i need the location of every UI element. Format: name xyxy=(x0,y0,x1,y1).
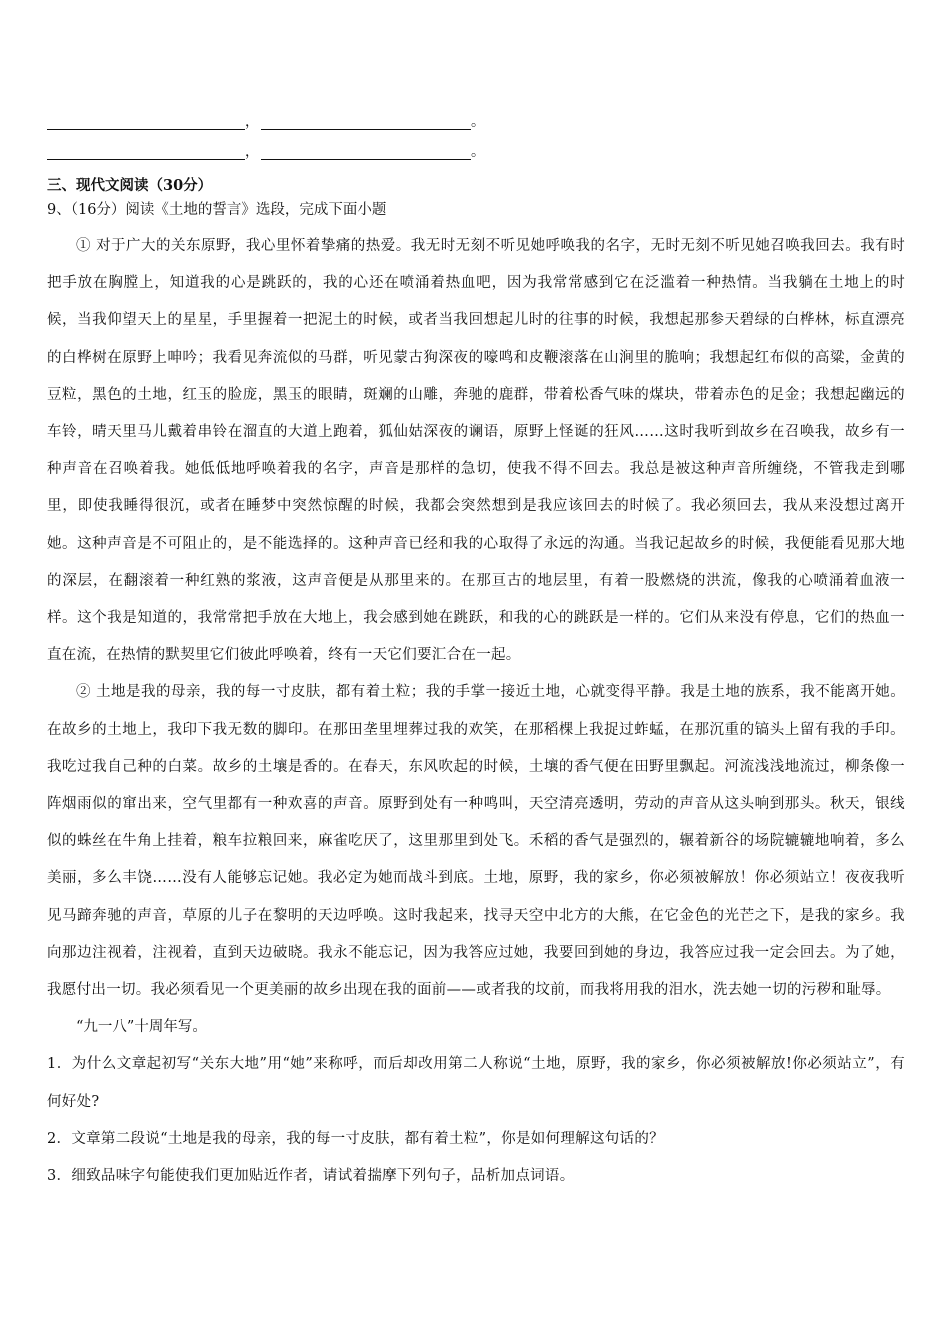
answer-blank-row-2 xyxy=(47,130,905,160)
question-heading: 9、（16分）阅读《土地的誓言》选段，完成下面小题 xyxy=(47,202,387,218)
passage-paragraph-1: ① 对于广大的关东原野，我心里怀着挚痛的热爱。我无时无刻不听见她呼唤我的名字，无时无刻不听见她召唤我回去。我有时把手放在胸膛上，知道我的心是跳跃的，我的心还在喷涌着热血吧，因为我常常感到它在泛滥着一种热情。当我躺在土地上的时候，当我仰望天上的星星，手里握着一把泥土的时候，或者当我回想起儿时的往事的时候，我想起那参天碧绿的白桦林，标直漂亮的白桦树在原野上呻吟；我看见奔流似的马群，听见蒙古狗深夜的嚎鸣和皮鞭滚落在山涧里的脆响；我想起红布似的高粱，金黄的豆粒，黑色的土地，红玉的脸庞，黑玉的眼睛，斑斓的山雕，奔驰的鹿群，带着松香气味的煤块，带着赤色的足金；我想起幽远的车铃，晴天里马儿戴着串铃在溜直的大道上跑着，狐仙姑深夜的谰语，原野上怪诞的狂风……这时我听到故乡在召唤我，故乡有一种声音在召唤着我。她低低地呼唤着我的名字，声音是那样的急切，使我不得不回去。我总是被这种声音所缠绕，不管我走到哪里，即使我睡得很沉，或者在睡梦中突然惊醒的时候，我都会突然想到是我应该回去的时候了。我必须回去，我从来没想过离开她。这种声音是不可阻止的，是不能选择的。这种声音已经和我的心取得了永远的沟通。当我记起故乡的时候，我便能看见那大地的深层，在翻滚着一种红熟的浆液，这声音便是从那里来的。在那亘古的地层里，有着一股燃烧的洪流，像我的心喷涌着血液一样。这个我是知道的，我常常把手放在大地上，我会感到她在跳跃，和我的心的跳跃是一样的。它们从来没有停息，它们的热血一直在流，在热情的默契里它们彼此呼唤着，终有一天它们要汇合在一起。 xyxy=(47,238,905,664)
answer-blank[interactable] xyxy=(47,141,245,160)
answer-blank[interactable] xyxy=(47,111,245,130)
sub-question-2: 2．文章第二段说“土地是我的母亲，我的每一寸皮肤，都有着土粒”，你是如何理解这句话的？ xyxy=(47,1130,664,1147)
period-mark: 。 xyxy=(471,144,485,160)
answer-blank-row-1 xyxy=(47,100,905,130)
sub-question-1: 1．为什么文章起初写“关东大地”用“她”来称呼，而后却改用第二人称说“土地，原野，我的家乡，你必须被解放!你必须站立”，有何好处? xyxy=(47,1056,905,1110)
passage-note: “九一八”十周年写。 xyxy=(76,1019,207,1036)
section-title: 三、现代文阅读（30分） xyxy=(47,177,213,194)
answer-blank[interactable] xyxy=(261,111,471,130)
comma-mark: ， xyxy=(245,144,259,160)
passage-paragraph-2: ② 土地是我的母亲，我的每一寸皮肤，都有着土粒；我的手掌一接近土地，心就变得平静。我是土地的族系，我不能离开她。在故乡的土地上，我印下我无数的脚印。在那田垄里埋葬过我的欢笑，在那稻棵上我捉过蚱蜢，在那沉重的镐头上留有我的手印。我吃过我自己种的白菜。故乡的土壤是香的。在春天，东风吹起的时候，土壤的香气便在田野里飘起。河流浅浅地流过，柳条像一阵烟雨似的窜出来，空气里都有一种欢喜的声音。原野到处有一种鸣叫，天空清亮透明，劳动的声音从这头响到那头。秋天，银线似的蛛丝在牛角上挂着，粮车拉粮回来，麻雀吃厌了，这里那里到处飞。禾稻的香气是强烈的，辗着新谷的场院辘辘地响着，多么美丽，多么丰饶……没有人能够忘记她。我必定为她而战斗到底。土地，原野，我的家乡，你必须被解放！你必须站立！夜夜我听见马蹄奔驰的声音，草原的儿子在黎明的天边呼唤。这时我起来，找寻天空中北方的大熊，在它金色的光芒之下，是我的家乡。我向那边注视着，注视着，直到天边破晓。我永不能忘记，因为我答应过她，我要回到她的身边，我答应过我一定会回去。为了她，我愿付出一切。我必须看见一个更美丽的故乡出现在我的面前——或者我的坟前，而我将用我的泪水，洗去她一切的污秽和耻辱。 xyxy=(47,684,905,999)
exam-page xyxy=(47,100,905,1195)
period-mark: 。 xyxy=(471,114,485,130)
answer-blank[interactable] xyxy=(261,141,471,160)
sub-question-3: 3．细致品味字句能使我们更加贴近作者，请试着揣摩下列句子，品析加点词语。 xyxy=(47,1168,575,1185)
comma-mark: ， xyxy=(245,114,259,130)
